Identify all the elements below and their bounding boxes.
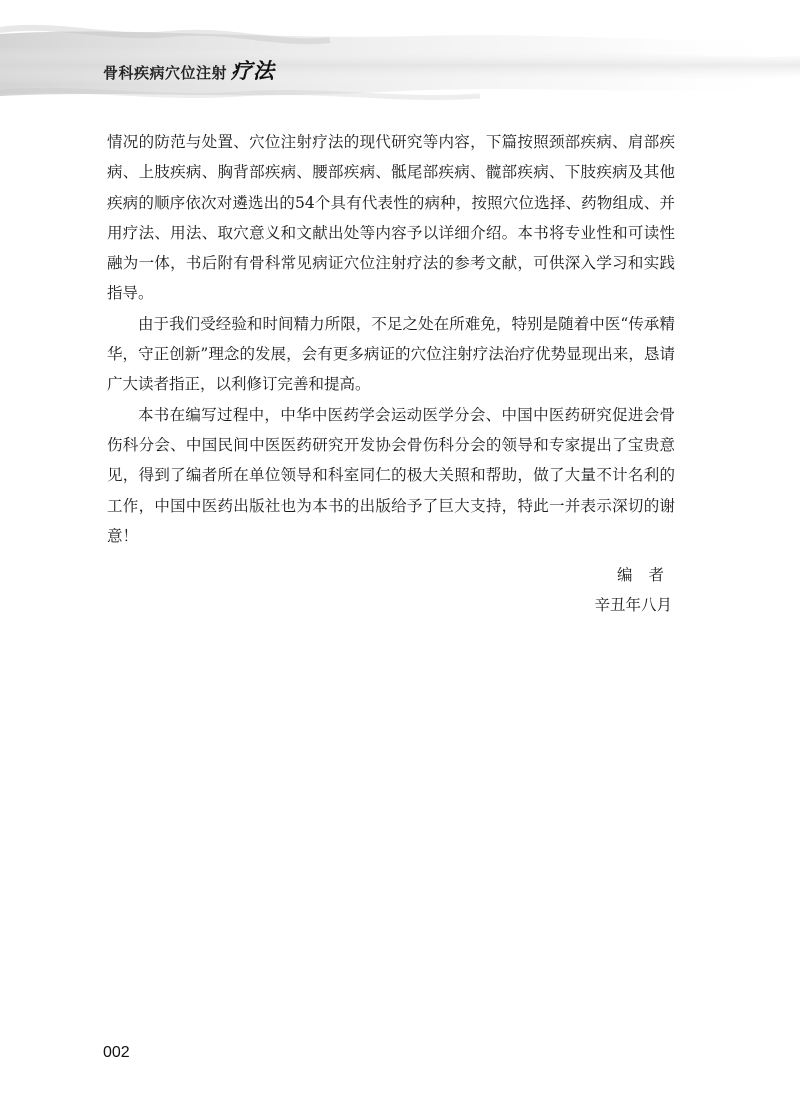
preface-body bbox=[107, 127, 675, 551]
running-title bbox=[103, 55, 275, 85]
running-title-accent: 疗法 bbox=[231, 58, 276, 83]
page-number: 002 bbox=[103, 1044, 130, 1061]
signature-date: 辛丑年八月 bbox=[594, 596, 672, 615]
page-header bbox=[0, 0, 800, 118]
paragraph: 由于我们受经验和时间精力所限，不足之处在所难免，特别是随着中医“传承精华，守正创新”理念的发展，会有更多病证的穴位注射疗法治疗优势显现出来，恳请广大读者指正，以利修订完善和提高。 bbox=[107, 314, 675, 394]
running-title-main: 骨科疾病穴位注射 bbox=[103, 64, 228, 82]
signature-block bbox=[594, 560, 680, 621]
signature-author: 编者 bbox=[616, 566, 680, 584]
paragraph-continuation: 情况的防范与处置、穴位注射疗法的现代研究等内容，下篇按照颈部疾病、肩部疾病、上肢疾病、胸背部疾病、腰部疾病、骶尾部疾病、髋部疾病、下肢疾病及其他疾病的顺序依次对遴选出的54个具有代表性的病种，按照穴位选择、药物组成、并用疗法、用法、取穴意义和文献出处等内容予以详细介绍。本书将专业性和可读性融为一体，书后附有骨科常见病证穴位注射疗法的参考文献，可供深入学习和实践指导。 bbox=[107, 133, 675, 303]
paragraph: 本书在编写过程中，中华中医药学会运动医学分会、中国中医药研究促进会骨伤科分会、中国民间中医医药研究开发协会骨伤科分会的领导和专家提出了宝贵意见，得到了编者所在单位领导和科室同仁的极大关照和帮助，做了大量不计名利的工作，中国中医药出版社也为本书的出版给予了巨大支持，特此一并表示深切的谢意！ bbox=[107, 405, 675, 545]
